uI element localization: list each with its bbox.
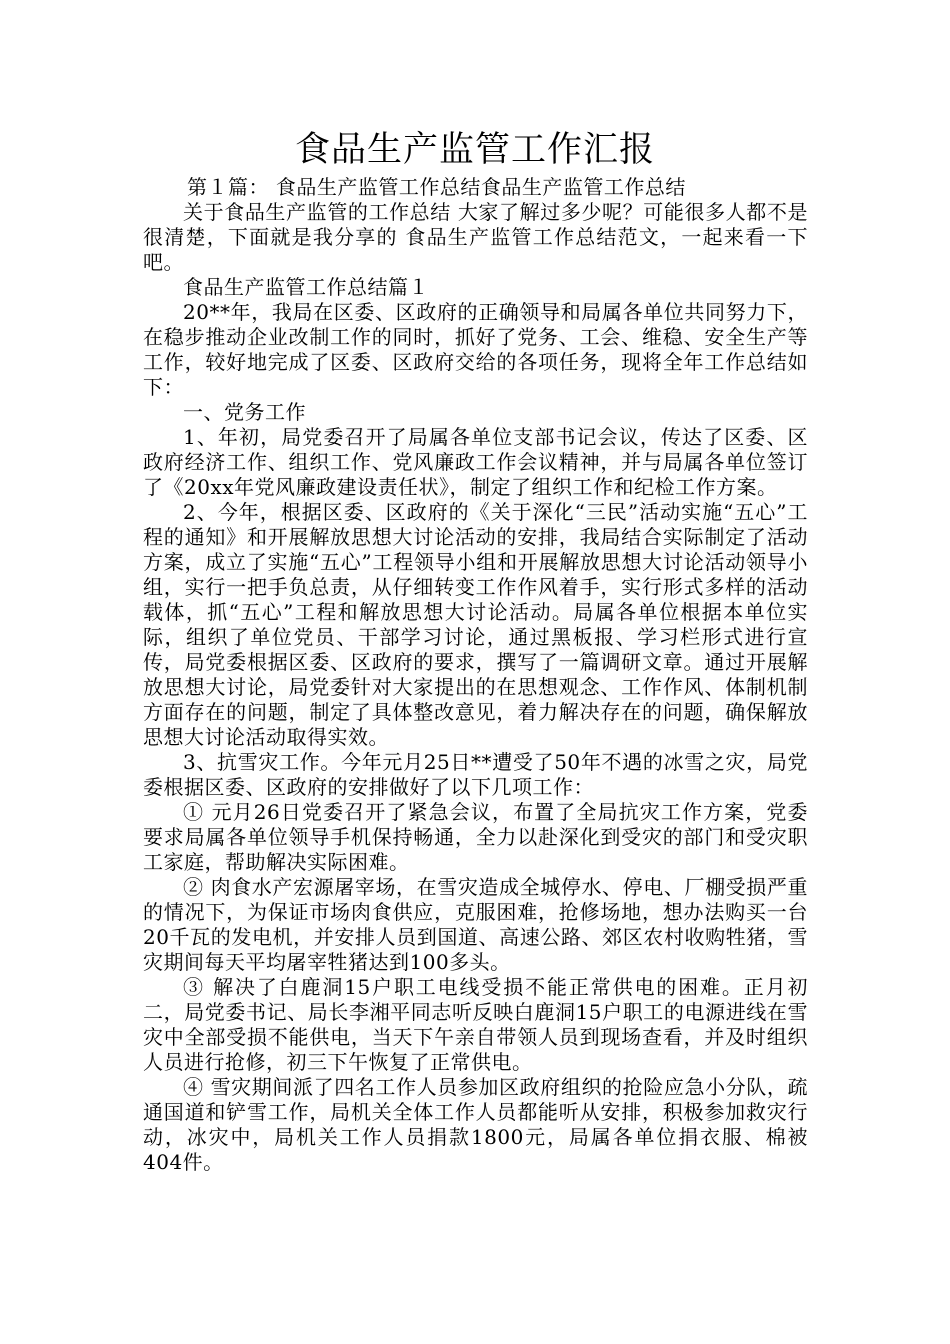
snow-disaster-item-1: ① 元月26日党委召开了紧急会议，布置了全局抗灾工作方案，党委要求局属各单位领导手机保持畅通，全力以赴深化到受灾的部门和受灾职工家庭，帮助解决实际困难。 (143, 800, 808, 874)
summary-paragraph: 20**年，我局在区委、区政府的正确领导和局属各单位共同努力下，在稳步推动企业改制工作的同时，抓好了党务、工会、维稳、安全生产等工作，较好地完成了区委、区政府交给的各项任务，现将全年工作总结如下： (143, 300, 808, 399)
party-work-heading: 一、党务工作 (183, 400, 306, 424)
party-work-item-2: 2、今年，根据区委、区政府的《关于深化“三民”活动实施“五心”工程的通知》和开展解放思想大讨论活动的安排，我局结合实际制定了活动方案，成立了实施“五心”工程领导小组和开展解放思想大讨论活动领导小组，实行一把手负总责，从仔细转变工作作风着手，实行形式多样的活动载体，抓“五心”工程和解放思想大讨论活动。局属各单位根据本单位实际，组织了单位党员、干部学习讨论，通过黑板报、学习栏形式进行宣传，局党委根据区委、区政府的要求，撰写了一篇调研文章。通过开展解放思想大讨论，局党委针对大家提出的在思想观念、工作作风、体制机制方面存在的问题，制定了具体整改意见，着力解决存在的问题，确保解放思想大讨论活动取得实效。 (143, 500, 808, 749)
party-work-item-1: 1、年初，局党委召开了局属各单位支部书记会议，传达了区委、区政府经济工作、组织工作、党风廉政工作会议精神，并与局属各单位签订了《20xx年党风廉政建设责任状》，制定了组织工作和纪检工作方案。 (143, 425, 808, 499)
subsection-heading: 食品生产监管工作总结篇１ (183, 275, 429, 299)
snow-disaster-item-4: ④ 雪灾期间派了四名工作人员参加区政府组织的抢险应急小分队，疏通国道和铲雪工作，局机关全体工作人员都能听从安排，积极参加救灾行动，冰灾中，局机关工作人员捐款1800元，局属各单位捐衣服、棉被404件。 (143, 1075, 808, 1174)
document-body (143, 175, 808, 1175)
document-title: 食品生产监管工作汇报 (294, 130, 655, 170)
section-heading: 第１篇： 食品生产监管工作总结食品生产监管工作总结 (187, 175, 686, 199)
snow-disaster-item-2: ② 肉食水产宏源屠宰场，在雪灾造成全城停水、停电、厂棚受损严重的情况下，为保证市场肉食供应，克服困难，抢修场地，想办法购买一台20千瓦的发电机，并安排人员到国道、高速公路、郊区农村收购牲猪，雪灾期间每天平均屠宰牲猪达到100多头。 (143, 875, 808, 974)
snow-disaster-paragraph: 3、抗雪灾工作。今年元月25日**遭受了50年不遇的冰雪之灾，局党委根据区委、区政府的安排做好了以下几项工作： (143, 750, 808, 799)
snow-disaster-item-3: ③ 解决了白鹿洞15户职工电线受损不能正常供电的困难。正月初二，局党委书记、局长李湘平同志听反映白鹿洞15户职工的电源进线在雪灾中全部受损不能供电，当天下午亲自带领人员到现场查看，并及时组织人员进行抢修，初三下午恢复了正常供电。 (143, 975, 808, 1074)
intro-paragraph: 关于食品生产监管的工作总结 大家了解过多少呢？可能很多人都不是很清楚，下面就是我分享的 食品生产监管工作总结范文，一起来看一下吧。 (143, 200, 808, 274)
